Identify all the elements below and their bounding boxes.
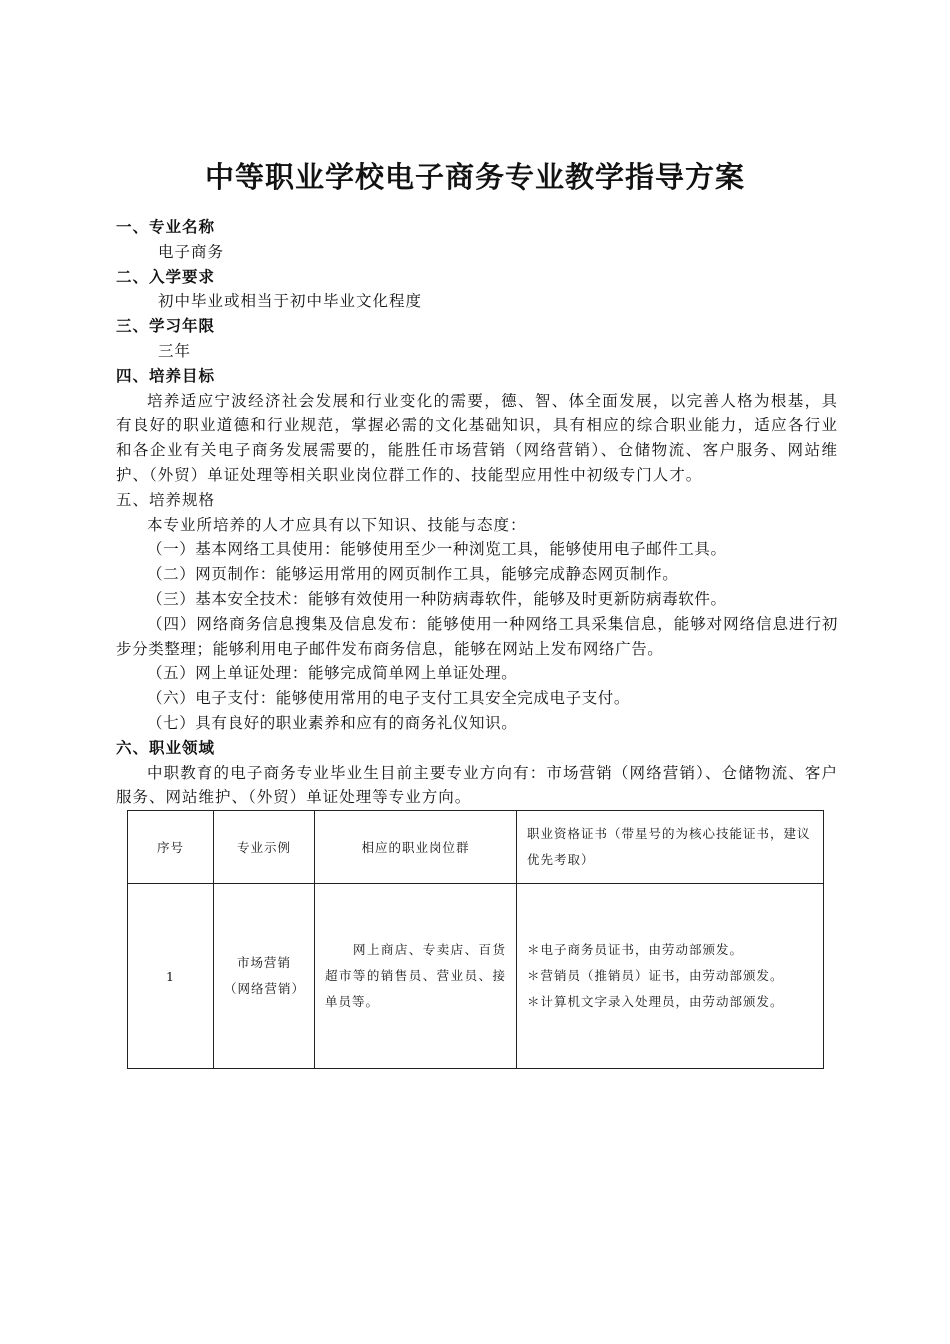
section-body-objective: 培养适应宁波经济社会发展和行业变化的需要，德、智、体全面发展，以完善人格为根基，具有良好的职业道德和行业规范，掌握必需的文化基础知识，具有相应的综合职业能力，适应各行业和各企业有关电子商务发展需要的，能胜任市场营销（网络营销）、仓储物流、客户服务、网站维护、（外贸）单证处理等相关职业岗位群工作的、技能型应用性中初级专门人才。 [116, 391, 838, 484]
header-positions: 相应的职业岗位群 [315, 811, 517, 884]
section-body-duration: 三年 [158, 341, 192, 360]
spec-item: （四）网络商务信息搜集及信息发布：能够使用一种网络工具采集信息，能够对网络信息进行初步分类整理；能够利用电子邮件发布商务信息，能够在网站上发布网络广告。 [116, 614, 838, 658]
header-certificates: 职业资格证书（带星号的为核心技能证书，建议优先考取） [517, 811, 824, 884]
certificate-item: ＊营销员（推销员）证书，由劳动部颁发。 [527, 968, 784, 983]
spec-item: （五）网上单证处理：能够完成简单网上单证处理。 [147, 664, 518, 683]
header-example: 专业示例 [214, 811, 315, 884]
section-heading-duration: 三、学习年限 [116, 316, 216, 336]
section-body-admission: 初中毕业或相当于初中毕业文化程度 [158, 292, 423, 311]
career-table [127, 810, 824, 1069]
table-header-row [128, 811, 824, 884]
document-body [116, 215, 838, 810]
section-body-major: 电子商务 [158, 242, 225, 261]
cell-example: 市场营销（网络营销） [214, 884, 315, 1069]
certificate-item: ＊计算机文字录入处理员，由劳动部颁发。 [527, 994, 784, 1009]
table-row [128, 884, 824, 1069]
spec-item: （二）网页制作：能够运用常用的网页制作工具，能够完成静态网页制作。 [147, 565, 679, 584]
spec-item: （六）电子支付：能够使用常用的电子支付工具安全完成电子支付。 [147, 689, 631, 708]
cell-positions: 网上商店、专卖店、百货超市等的销售员、营业员、接单员等。 [315, 884, 517, 1069]
section-heading-career: 六、职业领域 [116, 737, 216, 757]
section-heading-objective: 四、培养目标 [116, 365, 216, 385]
certificate-item: ＊电子商务员证书，由劳动部颁发。 [527, 942, 744, 957]
section-spec-intro: 本专业所培养的人才应具有以下知识、技能与态度： [147, 515, 527, 534]
spec-item: （七）具有良好的职业素养和应有的商务礼仪知识。 [147, 713, 518, 732]
spec-item: （一）基本网络工具使用：能够使用至少一种浏览工具，能够使用电子邮件工具。 [147, 540, 727, 559]
header-number: 序号 [128, 811, 214, 884]
section-heading-spec: 五、培养规格 [116, 490, 216, 509]
page-title: 中等职业学校电子商务专业教学指导方案 [204, 160, 745, 194]
section-body-career: 中职教育的电子商务专业毕业生目前主要专业方向有：市场营销（网络营销）、仓储物流、客户服务、网站维护、（外贸）单证处理等专业方向。 [116, 763, 838, 807]
section-heading-admission: 二、入学要求 [116, 266, 216, 286]
spec-item: （三）基本安全技术：能够有效使用一种防病毒软件，能够及时更新防病毒软件。 [147, 589, 727, 608]
section-heading-major: 一、专业名称 [116, 217, 216, 236]
cell-certificates [517, 884, 824, 1069]
cell-number: 1 [128, 884, 214, 1069]
